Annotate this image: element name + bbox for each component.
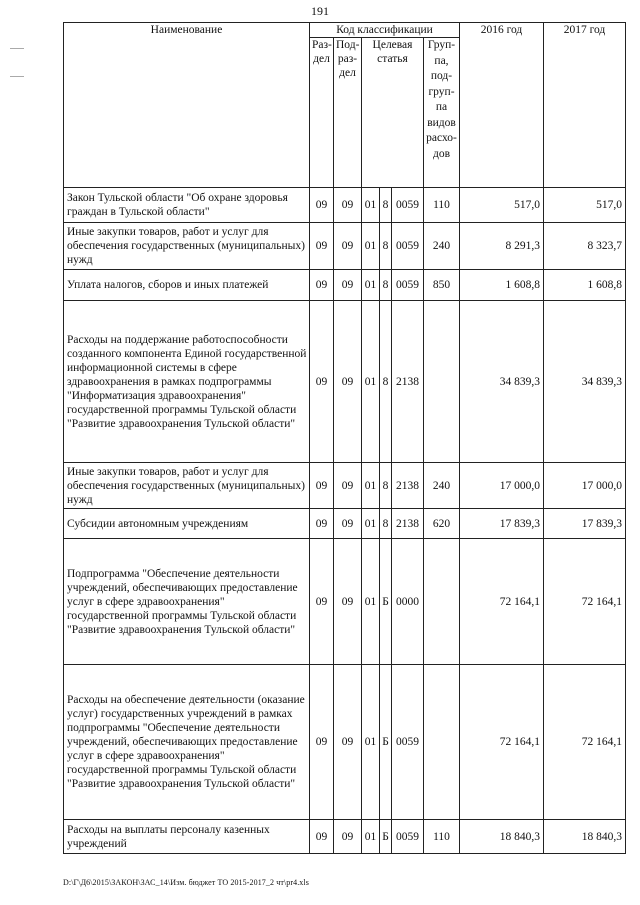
table-row (64, 301, 626, 463)
row-amount-2017: 17 000,0 (544, 463, 626, 509)
row-target-subprogram: Б (380, 820, 392, 854)
row-section: 09 (310, 223, 334, 270)
page-number: 191 (311, 4, 329, 18)
row-subsection: 09 (334, 665, 362, 820)
row-target-program: 01 (362, 820, 380, 854)
header-target-article: Целевая статья (362, 38, 424, 188)
row-section: 09 (310, 188, 334, 223)
row-subsection: 09 (334, 223, 362, 270)
row-expense-group: 850 (424, 270, 460, 301)
row-target-direction: 0059 (392, 665, 424, 820)
row-amount-2017: 34 839,3 (544, 301, 626, 463)
row-name: Иные закупки товаров, работ и услуг для обеспечения государственных (муниципальных) нужд (64, 223, 310, 270)
row-target-direction: 0059 (392, 820, 424, 854)
row-target-program: 01 (362, 463, 380, 509)
row-amount-2016: 17 000,0 (460, 463, 544, 509)
row-amount-2016: 8 291,3 (460, 223, 544, 270)
table-row (64, 188, 626, 223)
row-name: Расходы на поддержание работоспособности созданного компонента Единой государственной информационной системы в сфере здравоохранения в рамках подпрограммы "Информатизация здравоохранения" государственной программы Тульской области "Развитие здравоохранения Тульской области" (64, 301, 310, 463)
row-target-direction: 2138 (392, 509, 424, 539)
row-subsection: 09 (334, 539, 362, 665)
header-name: Наименование (64, 23, 310, 188)
row-amount-2017: 72 164,1 (544, 539, 626, 665)
row-target-subprogram: 8 (380, 223, 392, 270)
header-row-top (64, 23, 626, 38)
table-row (64, 509, 626, 539)
row-name: Подпрограмма "Обеспечение деятельности учреждений, обеспечивающих предоставление услуг в сфере здравоохранения" государственной программы Тульской области "Развитие здравоохранения Тульской области" (64, 539, 310, 665)
row-section: 09 (310, 539, 334, 665)
row-target-direction: 0059 (392, 270, 424, 301)
row-target-program: 01 (362, 509, 380, 539)
row-name: Закон Тульской области "Об охране здоровья граждан в Тульской области" (64, 188, 310, 223)
row-target-program: 01 (362, 539, 380, 665)
header-subsection: Под- раз- дел (334, 38, 362, 188)
row-expense-group (424, 665, 460, 820)
row-amount-2017: 17 839,3 (544, 509, 626, 539)
row-target-subprogram: 8 (380, 301, 392, 463)
row-target-direction: 0059 (392, 223, 424, 270)
header-section: Раз- дел (310, 38, 334, 188)
row-subsection: 09 (334, 463, 362, 509)
row-name: Расходы на обеспечение деятельности (оказание услуг) государственных учреждений в рамках подпрограммы "Обеспечение деятельности учреждений, обеспечивающих предоставление услуг в сфере здравоохранения" государственной программы Тульской области "Развитие здравоохранения Тульской области" (64, 665, 310, 820)
table-row (64, 820, 626, 854)
header-classification: Код классификации (310, 23, 460, 38)
row-target-subprogram: Б (380, 539, 392, 665)
row-amount-2017: 72 164,1 (544, 665, 626, 820)
row-amount-2016: 1 608,8 (460, 270, 544, 301)
row-amount-2016: 72 164,1 (460, 539, 544, 665)
budget-table (63, 22, 626, 854)
row-target-subprogram: 8 (380, 463, 392, 509)
row-amount-2016: 517,0 (460, 188, 544, 223)
table-row (64, 665, 626, 820)
table-row (64, 463, 626, 509)
row-amount-2017: 18 840,3 (544, 820, 626, 854)
row-name: Уплата налогов, сборов и иных платежей (64, 270, 310, 301)
header-year-2017: 2017 год (544, 23, 626, 188)
row-target-program: 01 (362, 665, 380, 820)
row-name: Субсидии автономным учреждениям (64, 509, 310, 539)
scan-mark (10, 48, 24, 49)
row-amount-2017: 1 608,8 (544, 270, 626, 301)
row-expense-group: 110 (424, 188, 460, 223)
row-target-subprogram: 8 (380, 270, 392, 301)
row-target-direction: 2138 (392, 463, 424, 509)
row-amount-2016: 34 839,3 (460, 301, 544, 463)
row-target-direction: 0059 (392, 188, 424, 223)
file-path-footer: D:\Г\Д6\2015\ЗАКОН\ЗАС_14\Изм. бюджет ТО 2015-2017_2 чт\pr4.xls (63, 878, 309, 887)
table-row (64, 539, 626, 665)
row-expense-group: 240 (424, 223, 460, 270)
row-amount-2017: 517,0 (544, 188, 626, 223)
row-target-program: 01 (362, 223, 380, 270)
row-expense-group: 110 (424, 820, 460, 854)
row-amount-2016: 18 840,3 (460, 820, 544, 854)
row-expense-group: 240 (424, 463, 460, 509)
table-row (64, 223, 626, 270)
row-section: 09 (310, 820, 334, 854)
row-section: 09 (310, 463, 334, 509)
row-amount-2016: 72 164,1 (460, 665, 544, 820)
row-target-program: 01 (362, 188, 380, 223)
row-amount-2017: 8 323,7 (544, 223, 626, 270)
row-expense-group (424, 301, 460, 463)
row-section: 09 (310, 270, 334, 301)
row-target-direction: 0000 (392, 539, 424, 665)
table-row (64, 270, 626, 301)
row-target-direction: 2138 (392, 301, 424, 463)
header-year-2016: 2016 год (460, 23, 544, 188)
row-amount-2016: 17 839,3 (460, 509, 544, 539)
row-section: 09 (310, 301, 334, 463)
table-body (64, 23, 626, 854)
row-expense-group (424, 539, 460, 665)
row-section: 09 (310, 665, 334, 820)
row-section: 09 (310, 509, 334, 539)
row-subsection: 09 (334, 188, 362, 223)
row-target-subprogram: 8 (380, 509, 392, 539)
row-target-subprogram: Б (380, 665, 392, 820)
row-target-subprogram: 8 (380, 188, 392, 223)
row-subsection: 09 (334, 301, 362, 463)
row-subsection: 09 (334, 820, 362, 854)
row-name: Иные закупки товаров, работ и услуг для обеспечения государственных (муниципальных) нужд (64, 463, 310, 509)
row-name: Расходы на выплаты персоналу казенных учреждений (64, 820, 310, 854)
row-subsection: 09 (334, 509, 362, 539)
row-target-program: 01 (362, 301, 380, 463)
row-subsection: 09 (334, 270, 362, 301)
row-expense-group: 620 (424, 509, 460, 539)
header-expense-group: Груп- па, под- груп- па видов расхо- дов (424, 38, 460, 188)
row-target-program: 01 (362, 270, 380, 301)
scan-mark (10, 76, 24, 77)
